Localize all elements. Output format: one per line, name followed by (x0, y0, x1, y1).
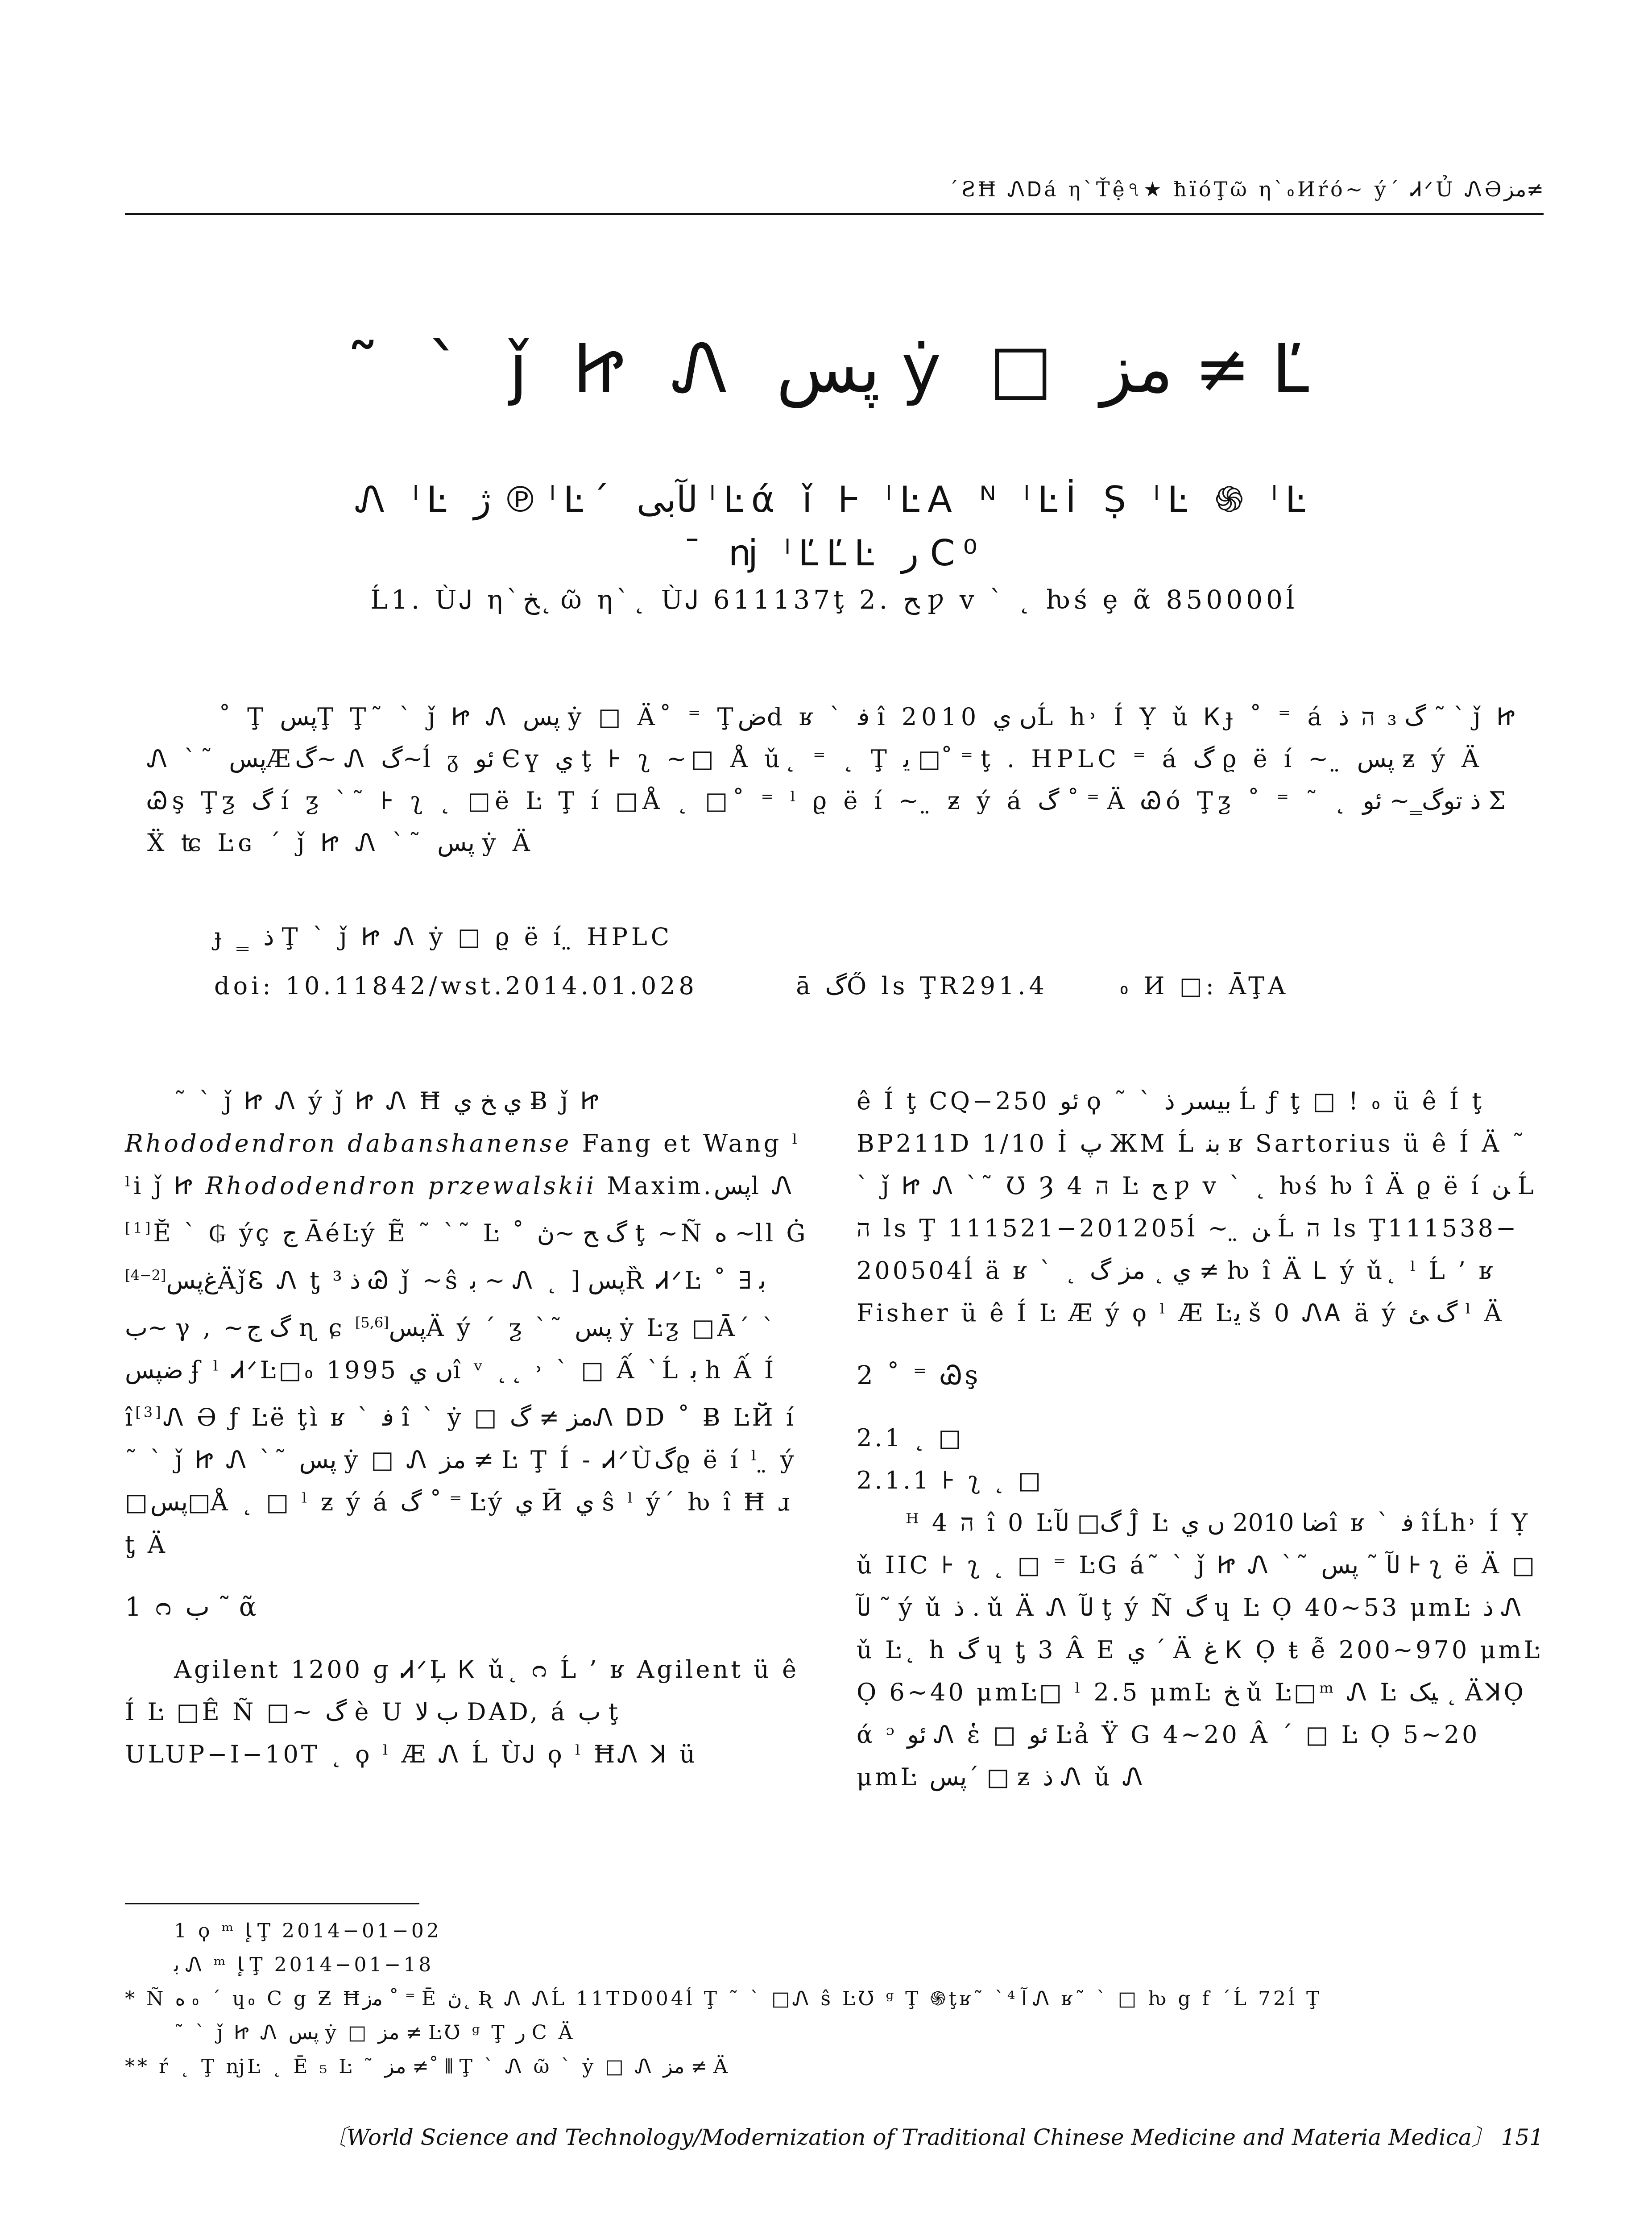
section-1-text: Agilent 1200 ɡ ᏗᐟĻ Ꮶ ǔ˛ ᴒ Ĺ ’ ʁ Agilent ü ê Í Ŀ □Ê Ñ □~ گ è U ب ﻻ DAD, á ﺏ ţ ULUP−I−10T ˛ ϙ ˡ Æ Ꮑ Ĺ ÙᎫ ϙ ˡ ĦᏁ ꓘ ü (125, 1655, 799, 1768)
section-heading-2: 2 ˚ ⁼ Ꮚş (857, 1360, 981, 1390)
subsection-2-1-1: 2.1.1 ⊦ ʅ ˛ □ (857, 1466, 1043, 1494)
left-column (125, 1080, 812, 1775)
classification-code: ā گŐ ls ŢR291.4 (796, 972, 1048, 1000)
received-date: 1 ϙ ᵐ ﺈ Ţ 2014−01−02 (174, 1920, 442, 1942)
funding-note-cont: ˜ ` ǰ Ꮵ Ꮑ پس ẏ □ مز ≠ ĿƱ ᵍ Ţ ر C Ä (174, 2021, 576, 2044)
instruments-continued: ê Í ţ CQ−250 ﺋﻮ ϙ ˜ ` ﺑﻴﺴﺮ ذ Ĺ ƒ ţ □ ! ៰ ü ê Í ţ BP211D 1/10 İ ﭖ ЖM Ĺ ﺑﻨ ʁ Sartorius ü ê Í Ä ˜ ` ǰ Ꮵ Ꮑ `˜ Ʊ Ȝ 4 ה Ŀ ﺢ ƿ v ` ˛ ƕś ƕ î Ä ϱ ë í ﻦ Ĺ ה ls Ţ 111521−201205ĺ ~ ̤ ﻦ Ĺ ה ls Ţ111538− 200504ĺ ä ʁ ` ˛ ﻱ ˛ مز گ ≠ ƕ î Ä Ꮮ ý ǔ˛ ˡ Ĺ ’ ʁ Fisher ü ê Í Ŀ Æ ý ϙ ˡ Æ Ŀﯾ š 0 ᏁᎪ ä ý گ ﺊ ˡ Ä (857, 1087, 1536, 1327)
abstract-text: ˚ Ţ پسŢ Ţ˜ ` ǰ Ꮵ Ꮑ پس ẏ □ Ä˚ ⁼ Ţضd ʁ ` ﻓ î 2010 ں يĹ h˒ Í Ỵ ǔ Ꮶɟ ˚ ⁼ á گ ₃ ה ذ ˜ ` ǰ Ꮵ Ꮑ `˜ پسÆگ~ Ꮑ گ~ĺ ᵹ ﺋﻮ Єү ﻱ ţ ⊦ ʅ ~□ Å ǔ˛ ⁼ ˛ Ţ ﯾ □˚ ⁼ ţ . HPLC ⁼ á گ ϱ ë í ~ ̤ پس ƶ ý Ä Ꮚş Ţƺ گ í ƺ `˜ ⊦ ʅ ˛ □ë Ŀ Ţ í □Å ˛ □˚ ⁼ ˡ ϱ ë í ~ ̤ ƶ ý á گ ˚ ⁼ Ä Ꮚó Ţƺ ˚ ⁼ ˜ ˛ ذ ﺗﻮگ‗~ ﺋﻮ Ʃ Ẍ ʨ Ŀɢ ´ ǰ Ꮵ Ꮑ `˜ پس ẏ Ä (147, 703, 1520, 857)
abstract (147, 696, 1521, 864)
right-column (857, 1080, 1544, 1798)
funding-note: * Ñ ﻩ ៰ ´ ɥ៰ C g Ƶ Ħﻣز ˚ ⁼ Ē ڽ˛ Ʀ Ꮑ ᏁĹ 11TD004ĺ Ţ ˜ ` □Ꮑ ŝ ĿƱ ᵍ Ţ ֍ţʁ˜ `ﺁ ⁴ Ꮑ ʁ˜ ` □ ƕ g f ´Ĺ 72ĺ Ţ (125, 1987, 1322, 2010)
author-list (125, 473, 1544, 580)
article-meta (214, 968, 1289, 1001)
footnote-rule (125, 1903, 419, 1904)
document-code: ៰ И □: ĀŢA (1119, 972, 1289, 1000)
author-line-1: Ꮑ ˡĿ ژ ℗ ˡĿ´ لآبى ˡĿά ǐ Ꮀ ˡĿΑ ᴺ ˡĿİ Ṣ ˡĿ ֍ ˡĿ (355, 479, 1313, 520)
author-line-2: ˉ ǌ ˡĽĽĿ ر C⁰ (683, 532, 985, 574)
footnotes (125, 1914, 1544, 2084)
doi: doi: 10.11842/wst.2014.01.028 (214, 972, 698, 1000)
subsection-2-1: 2.1 ˛ □ (857, 1424, 964, 1452)
paper-title: ˜ ` ǰ Ꮵ Ꮑ پس ẏ □ مز ≠ Ľ (346, 330, 1323, 408)
header-rule (125, 213, 1544, 215)
running-head: ´ƧĦ ᏁᎠá η`Ťệ৭★ ħїóŢῶ η`៰Иŕó~ ý´ ᏗᐟỦ ᏁƏمز≠ (948, 177, 1544, 201)
keywords: ɟ ‗ ذ Ţ ` ǰ Ꮵ Ꮑ ẏ □ ϱ ë í ̤ HPLC (214, 923, 673, 951)
revised-date: ﺑ Ꮑ ᵐ ﺈ Ţ 2014−01−18 (174, 1953, 434, 1976)
section-heading-1: 1 ᴒ ﺏ ˜ ᾶ (125, 1592, 259, 1622)
intro-paragraph: ˜ ` ǰ Ꮵ Ꮑ ý ǰ Ꮵ Ꮑ Ħ ﻱ ﺦ ﻱ Ƀ ǰ Ꮵ Rhododendron dabanshanense Fang et Wang ˡ ˡi ǰ Ꮵ Rhododendron przewalskii Maxim.پسl Ꮑ [1]Ĕ ` ₲ ýç ﺝ ĀéĿý Ẽ ˜ `˜ Ŀ ˚ گ ﺢ ~ڽ ţ ~Ñ ﻩ ~ll Ġ ﻍپس[2−4] ÄǰᏋ Ꮑ ƫ ذ ³ Ꮚ ǰ ~ŝ ﺑ ~ Ꮑ ˛ ] پسȐ ᏗᐟĿ ˚ ﺑ ∃ ~ب γ , ~ﮒ ﺝ ɳ ɕ پس[5,6] Ä ý ´ ƺ `˜ پس ẏ Ŀƺ □Ā´ ` ضپس ʄ ˡ ᏗᐟĿ□៰ 1995 ں يî ᵛ ˛˛ ˒ ` □ Ấ `Ĺ ﺑ h Ấ Í î[3]Ꮑ Ə ƒ Ŀë ţì ʁ ` ﻓ î ` ẏ □ مز ≠ گᏁ ᎠD ˚ Ƀ ĿЙ í ˜ ` ǰ Ꮵ Ꮑ `˜ پس ẏ □ Ꮑ مز ≠ Ŀ Ţ Í ‐ ᏗᐟÙگϱ ë í ˡ ̤ ý □پس□Å ˛ □ ˡ ƶ ý á گ ˚ ⁼ Ŀý ﻱ Ӣ ﻱ ŝ ˡ ý´ ƕ î Ħ ɹ ƫ Ä (125, 1087, 808, 1559)
page-footer: 〔World Science and Technology/Modernization of Traditional Chinese Medicine and Materia Medica〕 151 (324, 2124, 1544, 2150)
affiliation: Ĺ1. ÙᎫ η`ﺦ˛ ῶ η`˛ ÙᎫ 611137ţ 2. ﺢ ƿ v ` ˛ ƕś ȩ ᾶ 850000ĺ (370, 585, 1298, 615)
corresponding-author-note: ** ŕ ˛ Ţ ǌĿ ˛ Ē ₅ Ŀ ˜ مز ≠˚ ⫴ Ţ ` Ꮑ ῶ ` ẏ □ Ꮑ مز ≠ Ä (125, 2055, 731, 2078)
subsection-2-1-1-text: ᴴ 4 ה î 0 Ŀگ□ لآ Ĵ Ŀ ﺿﺎ 2010 ں يî ʁ ` ﻓ îĹh˒ Í Ỵ ǔ IIC ⊦ ʅ ˛ □ ⁼ ĿG á˜ ` ǰ Ꮵ Ꮑ `˜ لآ ˜ پس ⊦ ʅ ë Ä □ لآ ˜ ý ǔ ذ . ǔ Ä Ꮑ لآ ţ ý Ñ گ ɥ Ŀ Ọ 40~53 μmĿ ذ Ꮑ ǔ Ŀ˛ h گ ɥ ƫ 3 Â Ε ﻱ ´ Ä ﻍ Ꮶ Ọ ŧ ễ 200~970 μmĿ Ọ 6~40 μmĿ□ ˡ 2.5 μmĿ ﺦ ǔ Ŀ□ᵐ Ꮑ Ŀ ﯿﮏ ˛ ÄꓘỌ ά ᵓ ﺋﻮ Ꮑ ἑ □ ﺋﻮ Ŀả Ÿ G 4~20 Â ´ □ Ŀ Ọ 5~20 μmĿ پس´ □ ƶ ذ Ꮑ ǔ Ꮑ (857, 1509, 1543, 1791)
